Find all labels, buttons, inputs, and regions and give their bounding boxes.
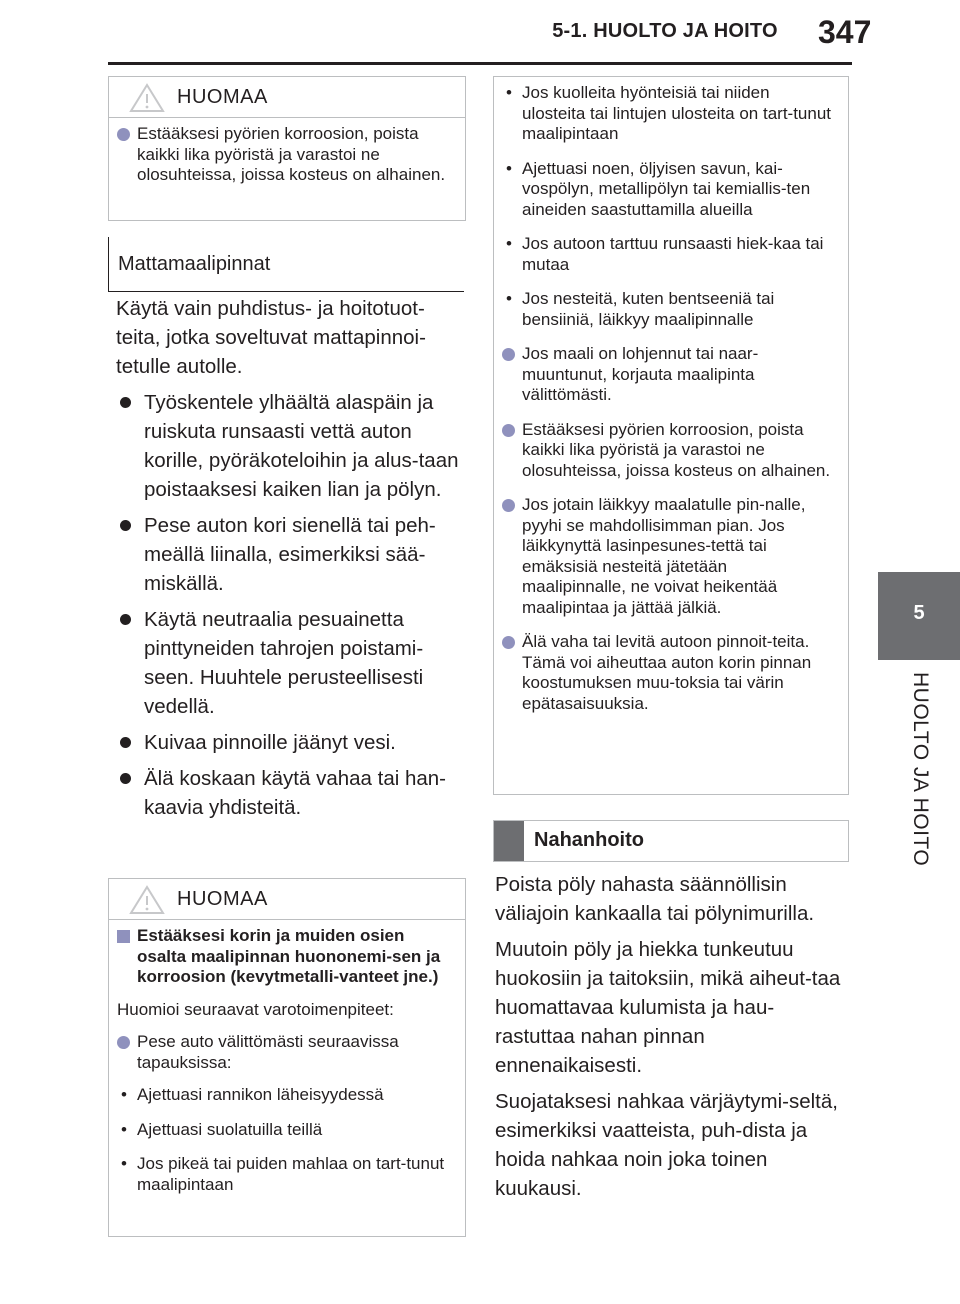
header-rule [108,62,852,65]
caution-item: Pese auto välittömästi seuraavissa tapauksissa: [117,1032,451,1073]
caution-item: Estääksesi pyörien korroosion, poista kaikki lika pyöristä ja varastoi ne olosuhteissa, joissa kosteus on alhainen. [117,124,451,186]
list-item: Käytä neutraalia pesuainetta pinttyneiden tahrojen poistami-seen. Huuhtele perusteellisesti vedellä. [116,605,462,721]
caution-subitem: • Ajettuasi noen, öljyisen savun, kai-vospölyn, metallipölyn tai kemiallis-ten aineiden saastuttamilla alueilla [502,159,834,221]
paragraph: Muutoin pöly ja hiekka tunkeutuu huokosiin ja taitoksiin, mikä aiheut-taa huomattavaa kulumista ja hau-rastuttaa nahan pinnan ennenaikaisesti. [495,938,841,1077]
section-title: 5-1. HUOLTO JA HOITO [552,20,778,42]
caution-subitem: • Jos autoon tarttuu runsaasti hiek-kaa tai mutaa [502,234,834,275]
list-item: Kuivaa pinnoille jäänyt vesi. [116,728,462,757]
section-heading-bar [494,821,524,861]
right-body [495,870,847,1203]
caution-label: HUOMAA [177,888,268,910]
page-number: 347 [818,14,872,50]
caution-item: Estääksesi pyörien korroosion, poista kaikki lika pyöristä ja varastoi ne olosuhteissa, joissa kosteus on alhainen. [502,420,834,482]
section-heading-leather [493,820,849,862]
chapter-label: HUOLTO JA HOITO [909,672,932,867]
caution-heading: Estääksesi korin ja muiden osien osalta maalipinnan huononemi-sen ja korroosion (kevytmetalli-vanteet jne.) [117,926,451,988]
chapter-label-area [878,672,960,872]
warning-triangle-icon [129,83,165,113]
caution-header [109,77,465,118]
subheading-text: Mattamaalipinnat [118,253,271,275]
paragraph: Suojataksesi nahkaa värjäytymi-seltä, esimerkiksi vaatteista, puh-dista ja hoida nahkaa noin joka toinen kuukausi. [495,1090,838,1200]
caution-label: HUOMAA [177,86,268,108]
caution-item: Jos jotain läikkyy maalatulle pin-nalle, pyyhi se mahdollisimman pian. Jos läikkynyttä lasinpesunes-tettä tai emäksisiä nesteitä jätetään maalipinnalle, ne voivat heikentää maalipintaa ja jättää jälkiä. [502,495,834,618]
intro-paragraph: Käytä vain puhdistus- ja hoitotuot-teita, jotka soveltuvat mattapinnoi-tetulle autolle. [116,297,426,378]
caution-box-wheels [108,76,466,221]
caution-box-paint [108,878,466,1237]
caution-box-continued [493,76,849,795]
left-body [116,294,462,822]
list-item: Pese auton kori sienellä tai peh-meällä liinalla, esimerkiksi sää-miskällä. [116,511,462,598]
caution-subitem: • Jos pikeä tai puiden mahlaa on tart-tunut maalipintaan [117,1154,451,1195]
chapter-tab [878,572,960,660]
caution-subitem: • Ajettuasi suolatuilla teillä [117,1120,451,1141]
caution-subitem: • Ajettuasi rannikon läheisyydessä [117,1085,451,1106]
paragraph: Poista pöly nahasta säännöllisin väliajoin kankaalla tai pölynimurilla. [495,873,815,925]
caution-subitem: • Jos kuolleita hyönteisiä tai niiden ulosteita tai lintujen ulosteita on tart-tunut maalipintaan [502,83,834,145]
subheading-matte [108,236,464,292]
chapter-number: 5 [913,602,925,624]
caution-item: Jos maali on lohjennut tai naar-muuntunut, korjauta maalipinta välittömästi. [502,344,834,406]
caution-item: Älä vaha tai levitä autoon pinnoit-teita. Tämä voi aiheuttaa auton korin pinnan koostumuksen muu-toksia tai värin epätasaisuuksia. [502,632,834,714]
list-item: Älä koskaan käytä vahaa tai han-kaavia yhdisteitä. [116,764,462,822]
caution-subitem: • Jos nesteitä, kuten bentseeniä tai bensiiniä, läikkyy maalipinnalle [502,289,834,330]
section-heading-text: Nahanhoito [534,829,644,851]
caution-header [109,879,465,920]
list-item: Työskentele ylhäältä alaspäin ja ruiskuta runsaasti vettä auton korille, pyöräkoteloihin ja alus-taan poistaaksesi kaiken lian ja pölyn. [116,388,462,504]
caution-note: Huomioi seuraavat varotoimenpiteet: [117,999,394,1019]
warning-triangle-icon [129,885,165,915]
